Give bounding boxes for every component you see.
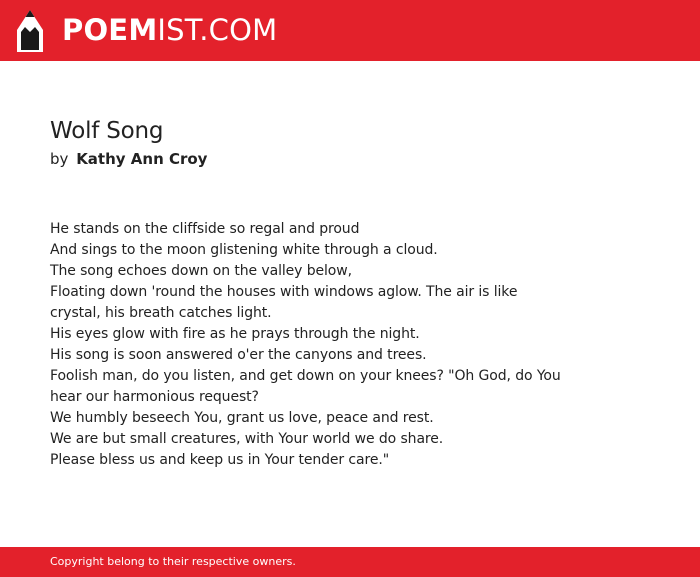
poem-line: We humbly beseech You, grant us love, peace and rest. xyxy=(50,410,434,426)
poem-line: He stands on the cliffside so regal and proud xyxy=(50,221,360,237)
poem-line: crystal, his breath catches light. xyxy=(50,305,272,321)
pencil-icon[interactable] xyxy=(17,10,43,52)
poem-line: His song is soon answered o'er the canyons and trees. xyxy=(50,347,427,363)
poem-line: hear our harmonious request? xyxy=(50,389,259,405)
poem-line: Please bless us and keep us in Your tender care." xyxy=(50,452,390,468)
poem-title: Wolf Song xyxy=(50,118,164,144)
logo-light-text: IST.COM xyxy=(157,13,278,47)
author-name: Kathy Ann Croy xyxy=(76,150,208,168)
poem-line: The song echoes down on the valley below, xyxy=(50,263,352,279)
poem-line: His eyes glow with fire as he prays through the night. xyxy=(50,326,420,342)
byline xyxy=(50,149,207,169)
poem-line: Foolish man, do you listen, and get down on your knees? "Oh God, do You xyxy=(50,368,561,384)
poem-body xyxy=(50,219,590,471)
site-footer xyxy=(0,547,700,577)
poem-line: We are but small creatures, with Your world we do share. xyxy=(50,431,444,447)
poem-line: And sings to the moon glistening white through a cloud. xyxy=(50,242,438,258)
copyright-text: Copyright belong to their respective owners. xyxy=(50,555,296,568)
site-logo[interactable] xyxy=(62,12,277,48)
logo-bold-text: POEM xyxy=(62,13,158,47)
site-header xyxy=(0,0,700,61)
by-label: by xyxy=(50,150,69,168)
poem-line: Floating down 'round the houses with windows aglow. The air is like xyxy=(50,284,518,300)
